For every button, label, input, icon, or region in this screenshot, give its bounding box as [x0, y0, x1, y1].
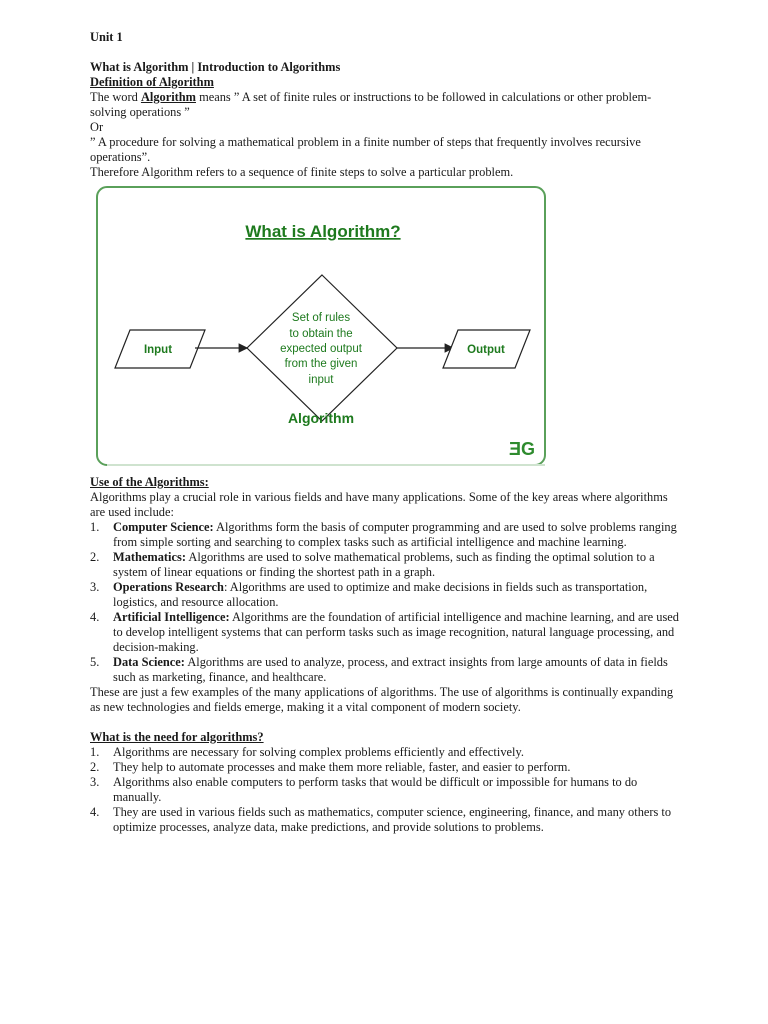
definition-line-1: The word Algorithm means ” A set of finite rules or instructions to be followed in calculations or other problem-solving operations ” [90, 90, 652, 119]
process-line: to obtain the [289, 328, 353, 340]
list-item: 4. They are used in various fields such as mathematics, computer science, engineering, finance, and many others to optimize processes, analyze data, make predictions, and provide solutions to problems. [90, 805, 672, 834]
list-item: 2. Mathematics: Algorithms are used to solve mathematical problems, such as finding the optimal solution to a system of linear equations or finding the shortest path in a graph. [90, 550, 655, 579]
output-label: Output [467, 344, 505, 356]
input-label: Input [143, 344, 173, 356]
uses-list [90, 520, 680, 685]
definition-or: Or [90, 120, 104, 134]
definition-heading: Definition of Algorithm [90, 75, 214, 89]
page-title: What is Algorithm | Introduction to Algorithms [90, 60, 341, 74]
definition-line-2: ” A procedure for solving a mathematical problem in a finite number of steps that frequently involves recursive operations”. [90, 135, 641, 164]
list-item: 3. Operations Research: Algorithms are used to optimize and make decisions in fields such as transportation, logistics, and resource allocation. [90, 580, 648, 609]
list-item: 1. Computer Science: Algorithms form the basis of computer programming and are used to solve problems ranging from simple sorting and searching to complex tasks such as artificial intelligence and machine learning. [90, 520, 677, 549]
process-line: input [308, 374, 334, 386]
definition-line-3: Therefore Algorithm refers to a sequence of finite steps to solve a particular problem. [90, 165, 514, 179]
gfg-logo-icon: ƎG [508, 439, 536, 459]
algorithm-diagram [95, 185, 553, 469]
need-heading: What is the need for algorithms? [90, 730, 264, 744]
uses-outro: These are just a few examples of the many applications of algorithms. The use of algorithms is continually expanding as new technologies and fields emerge, making it a vital component of modern society. [90, 685, 674, 714]
list-item: 1. Algorithms are necessary for solving complex problems efficiently and effectively. [90, 745, 524, 759]
document-page [90, 30, 680, 835]
uses-heading: Use of the Algorithms: [90, 475, 209, 489]
process-line: Set of rules [291, 312, 351, 324]
need-list [90, 745, 680, 835]
algorithm-term: Algorithm [140, 90, 196, 104]
unit-heading: Unit 1 [90, 30, 123, 44]
process-line: expected output [280, 343, 362, 355]
uses-intro: Algorithms play a crucial role in various fields and have many applications. Some of the key areas where algorithms are used include: [90, 490, 668, 519]
list-item: 2. They help to automate processes and make them more reliable, faster, and easier to perform. [90, 760, 571, 774]
list-item: 5. Data Science: Algorithms are used to analyze, process, and extract insights from large amounts of data in fields such as marketing, finance, and healthcare. [90, 655, 668, 684]
list-item: 4. Artificial Intelligence: Algorithms are the foundation of artificial intelligence and machine learning, and are used to develop intelligent systems that can perform tasks such as image recognition, natural language processing, and decision-making. [90, 610, 679, 654]
diagram-title: What is Algorithm? [245, 222, 401, 241]
diagram-caption: Algorithm [287, 410, 355, 426]
process-line: from the given [284, 358, 358, 370]
list-item: 3. Algorithms also enable computers to perform tasks that would be difficult or impossible for humans to do manually. [90, 775, 638, 804]
